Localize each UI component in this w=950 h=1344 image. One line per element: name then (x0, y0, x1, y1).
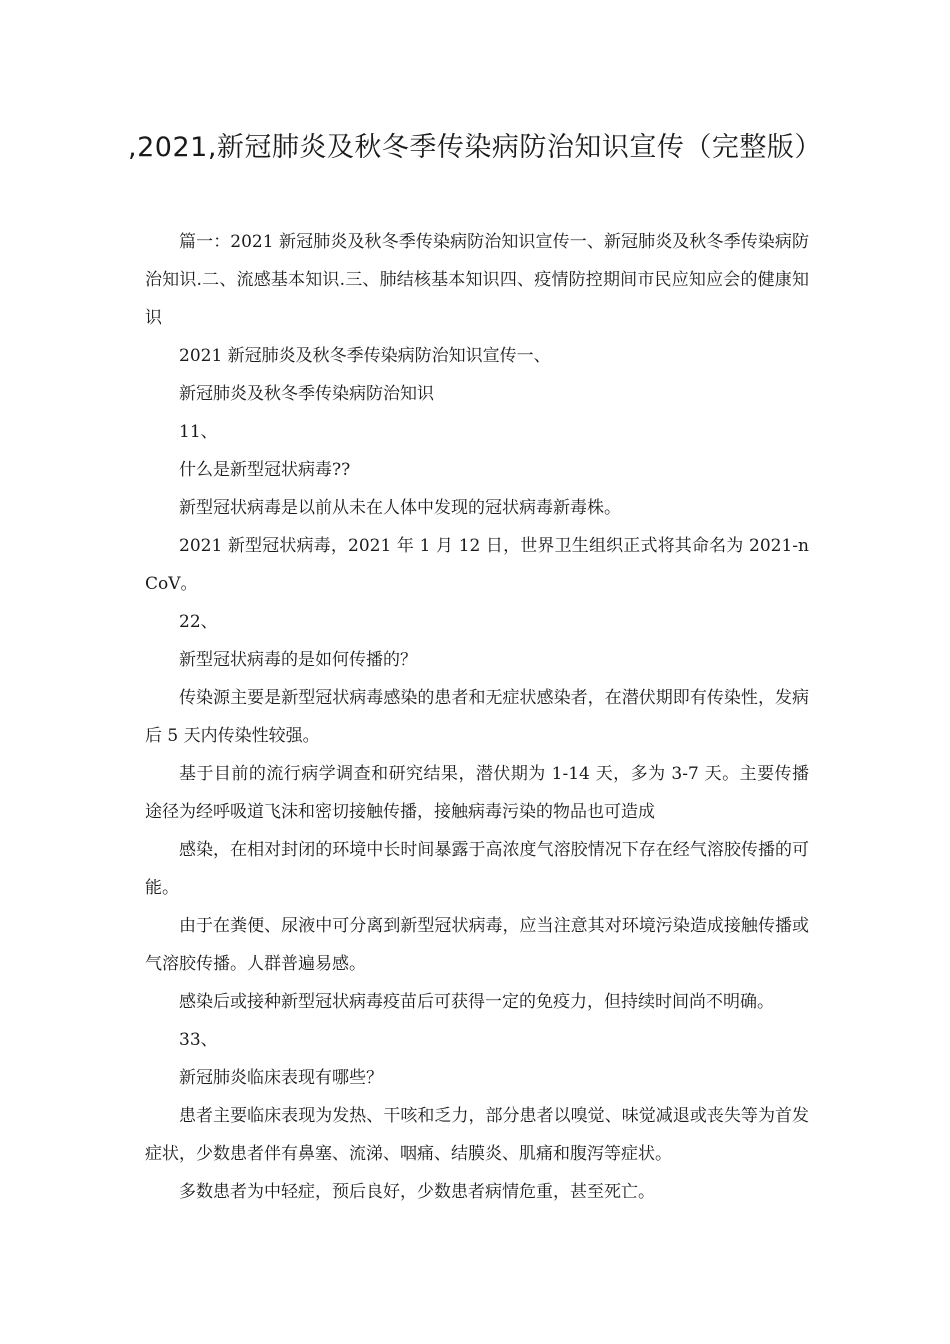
paragraph-answer-2d: 由于在粪便、尿液中可分离到新型冠状病毒，应当注意其对环境污染造成接触传播或气溶胶传播。人群普遍易感。 (145, 916, 809, 974)
paragraph-item-number-1: 11、 (179, 422, 218, 442)
document-body (145, 223, 809, 1211)
paragraph-answer-2a: 传染源主要是新型冠状病毒感染的患者和无症状感染者，在潜伏期即有传染性，发病后 5 天内传染性较强。 (145, 688, 809, 746)
paragraph-question-3: 新冠肺炎临床表现有哪些？ (179, 1068, 383, 1088)
paragraph-answer-2c: 感染，在相对封闭的环境中长时间暴露于高浓度气溶胶情况下存在经气溶胶传播的可能。 (145, 840, 809, 898)
paragraph-section-heading: 2021 新冠肺炎及秋冬季传染病防治知识宣传一、 (179, 346, 551, 366)
paragraph-item-number-3: 33、 (179, 1030, 218, 1050)
paragraph-subheading: 新冠肺炎及秋冬季传染病防治知识 (179, 384, 434, 404)
paragraph-answer-2b: 基于目前的流行病学调查和研究结果，潜伏期为 1-14 天，多为 3-7 天。主要传播途径为经呼吸道飞沫和密切接触传播，接触病毒污染的物品也可造成 (145, 764, 809, 822)
paragraph-answer-1a: 新型冠状病毒是以前从未在人体中发现的冠状病毒新毒株。 (179, 498, 621, 518)
paragraph-question-1: 什么是新型冠状病毒?? (179, 460, 351, 480)
paragraph-item-number-2: 22、 (179, 612, 218, 632)
document-title: ,2021,新冠肺炎及秋冬季传染病防治知识宣传（完整版） (128, 132, 822, 163)
paragraph-answer-1b: 2021 新型冠状病毒，2021 年 1 月 12 日，世界卫生组织正式将其命名为 2021-nCoV。 (145, 536, 809, 594)
paragraph-intro: 篇一：2021 新冠肺炎及秋冬季传染病防治知识宣传一、新冠肺炎及秋冬季传染病防治知识.二、流感基本知识.三、肺结核基本知识四、疫情防控期间市民应知应会的健康知识 (145, 232, 809, 328)
paragraph-answer-3a: 患者主要临床表现为发热、干咳和乏力，部分患者以嗅觉、味觉减退或丧失等为首发症状，少数患者伴有鼻塞、流涕、咽痛、结膜炎、肌痛和腹泻等症状。 (145, 1106, 809, 1164)
paragraph-answer-2e: 感染后或接种新型冠状病毒疫苗后可获得一定的免疫力，但持续时间尚不明确。 (179, 992, 774, 1012)
paragraph-answer-3b: 多数患者为中轻症，预后良好，少数患者病情危重，甚至死亡。 (179, 1182, 655, 1202)
paragraph-question-2: 新型冠状病毒的是如何传播的？ (179, 650, 417, 670)
